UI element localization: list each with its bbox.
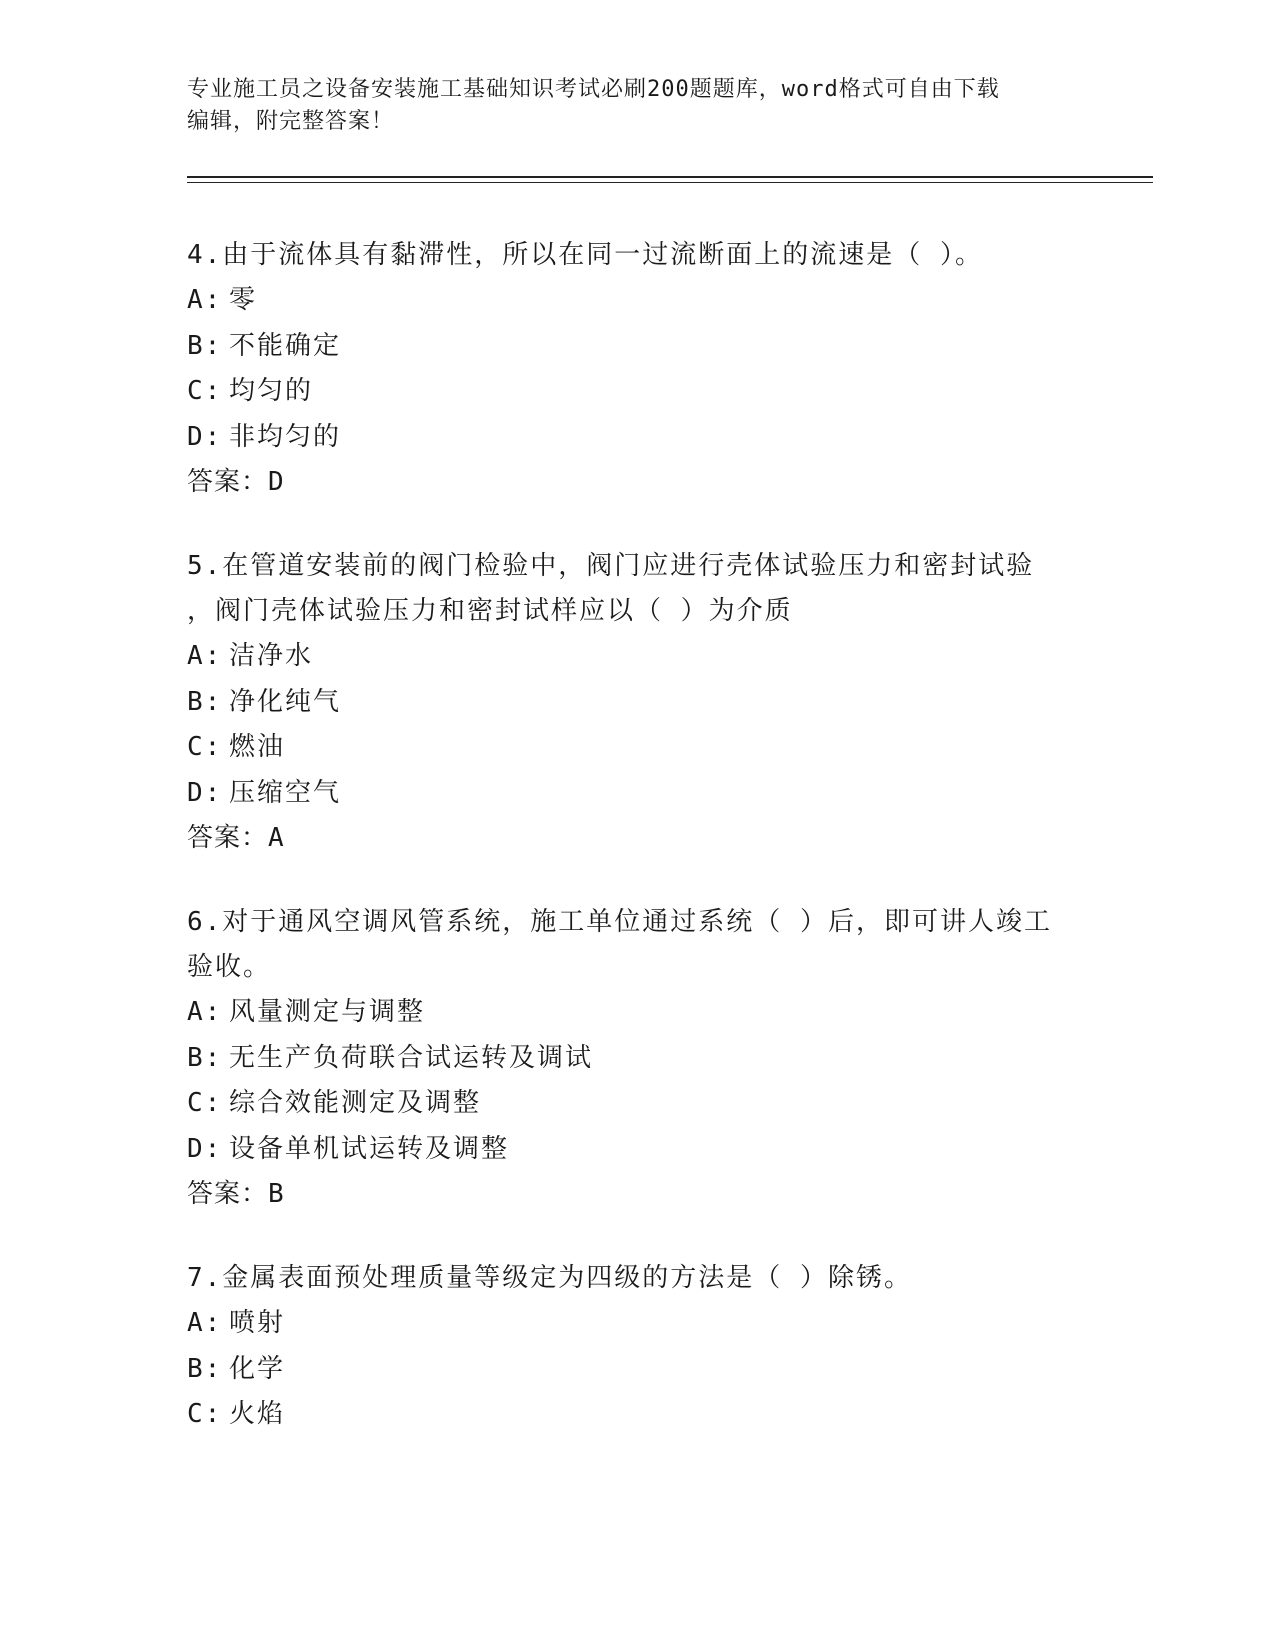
option-text: 设备单机试运转及调整 bbox=[229, 1133, 510, 1164]
question-text: 5.在管道安装前的阀门检验中，阀门应进行壳体试验压力和密封试验 bbox=[187, 551, 1035, 581]
question-text-continued: ，阀门壳体试验压力和密封试样应以（ ）为介质 bbox=[187, 596, 793, 626]
option-d bbox=[187, 771, 1087, 817]
option-d bbox=[187, 415, 1087, 461]
option-b bbox=[187, 324, 1087, 370]
option-text: 化学 bbox=[229, 1353, 286, 1384]
option-text: 喷射 bbox=[229, 1308, 286, 1338]
option-d bbox=[187, 1127, 1087, 1173]
answer-label: 答案： bbox=[187, 467, 269, 497]
question-7 bbox=[187, 1256, 1087, 1438]
answer-value: D bbox=[268, 467, 285, 497]
option-letter: B: bbox=[187, 686, 223, 717]
option-b bbox=[187, 680, 1087, 726]
header-title-line-2: 编辑，附完整答案！ bbox=[187, 109, 395, 134]
option-text: 燃油 bbox=[229, 732, 286, 762]
question-5 bbox=[187, 544, 1087, 861]
answer-label: 答案： bbox=[187, 823, 269, 853]
question-list bbox=[187, 233, 1087, 1477]
option-c bbox=[187, 369, 1087, 415]
option-letter: A: bbox=[187, 285, 223, 315]
document-header bbox=[187, 74, 1087, 138]
option-text: 综合效能测定及调整 bbox=[229, 1088, 482, 1118]
option-text: 净化纯气 bbox=[229, 686, 342, 717]
answer-label: 答案： bbox=[187, 1179, 269, 1209]
option-b bbox=[187, 1036, 1087, 1082]
option-a bbox=[187, 1301, 1087, 1347]
answer-line bbox=[187, 460, 1087, 505]
option-text: 不能确定 bbox=[229, 330, 342, 361]
option-b bbox=[187, 1347, 1087, 1393]
option-letter: C: bbox=[187, 1088, 223, 1118]
option-letter: B: bbox=[187, 1042, 223, 1073]
option-text: 非均匀的 bbox=[229, 421, 342, 452]
option-letter: C: bbox=[187, 732, 223, 762]
option-letter: C: bbox=[187, 1399, 223, 1429]
answer-value: B bbox=[268, 1179, 285, 1209]
question-text: 4.由于流体具有黏滞性，所以在同一过流断面上的流速是（ ）。 bbox=[187, 240, 983, 270]
question-4 bbox=[187, 233, 1087, 505]
option-text: 风量测定与调整 bbox=[229, 997, 426, 1027]
option-text: 火焰 bbox=[229, 1399, 286, 1429]
option-a bbox=[187, 634, 1087, 680]
answer-value: A bbox=[268, 823, 285, 853]
question-text: 7.金属表面预处理质量等级定为四级的方法是（ ）除锈。 bbox=[187, 1263, 912, 1293]
header-divider-thin bbox=[187, 182, 1153, 183]
option-text: 均匀的 bbox=[229, 376, 314, 406]
option-letter: D: bbox=[187, 1133, 223, 1164]
option-text: 压缩空气 bbox=[229, 777, 342, 808]
answer-line bbox=[187, 1172, 1087, 1217]
question-text: 6.对于通风空调风管系统，施工单位通过系统（ ）后，即可讲人竣工 bbox=[187, 907, 1052, 937]
header-title-line-1: 专业施工员之设备安装施工基础知识考试必刷200题题库，word格式可自由下载 bbox=[187, 77, 1000, 102]
question-text-continued: 验收。 bbox=[187, 952, 272, 982]
option-letter: D: bbox=[187, 421, 223, 452]
option-a bbox=[187, 278, 1087, 324]
header-divider-thick bbox=[187, 176, 1153, 178]
answer-line bbox=[187, 816, 1087, 861]
option-letter: B: bbox=[187, 1353, 223, 1384]
option-letter: B: bbox=[187, 330, 223, 361]
option-a bbox=[187, 990, 1087, 1036]
option-c bbox=[187, 725, 1087, 771]
option-text: 洁净水 bbox=[229, 641, 314, 671]
option-letter: A: bbox=[187, 1308, 223, 1338]
option-letter: A: bbox=[187, 997, 223, 1027]
option-letter: D: bbox=[187, 777, 223, 808]
option-letter: A: bbox=[187, 641, 223, 671]
option-c bbox=[187, 1081, 1087, 1127]
option-text: 无生产负荷联合试运转及调试 bbox=[229, 1042, 594, 1073]
question-6 bbox=[187, 900, 1087, 1217]
option-letter: C: bbox=[187, 376, 223, 406]
option-text: 零 bbox=[229, 285, 258, 315]
option-c bbox=[187, 1392, 1087, 1438]
